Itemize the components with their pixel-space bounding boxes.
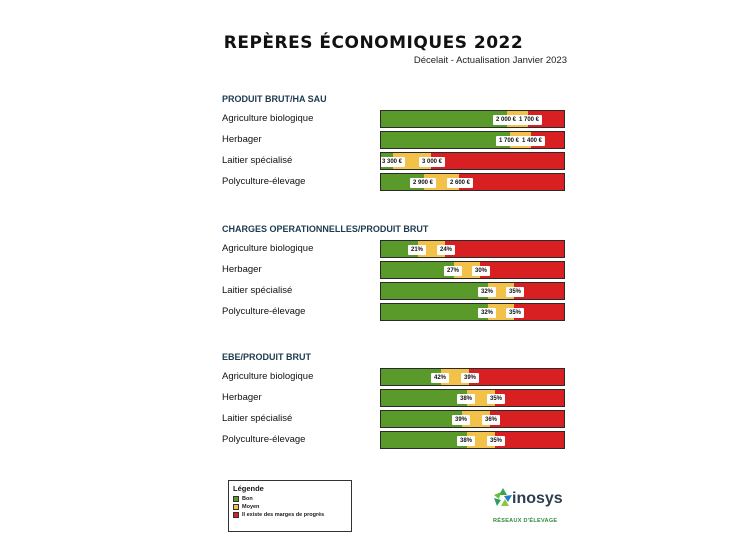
segment-green xyxy=(381,111,507,127)
segment-red xyxy=(469,369,565,385)
legend-item-moyen xyxy=(233,504,347,510)
segment-green xyxy=(381,390,467,406)
threshold-bar xyxy=(380,240,565,258)
legend-item-progres xyxy=(233,512,347,518)
category-label: Polyculture-élevage xyxy=(222,306,306,317)
threshold-bar xyxy=(380,110,565,128)
segment-red xyxy=(490,411,565,427)
threshold-bar xyxy=(380,389,565,407)
data-label: 35% xyxy=(487,394,505,404)
segment-red xyxy=(480,262,565,278)
data-label: 38% xyxy=(457,394,475,404)
segment-red xyxy=(495,390,565,406)
data-label: 36% xyxy=(482,415,500,425)
segment-green xyxy=(381,304,488,320)
legend-label: Bon xyxy=(242,496,253,502)
category-label: Polyculture-élevage xyxy=(222,434,306,445)
segment-red xyxy=(445,241,565,257)
data-label: 1 700 € xyxy=(496,136,522,146)
legend-swatch-yellow xyxy=(233,504,239,510)
legend-swatch-red xyxy=(233,512,239,518)
threshold-bar xyxy=(380,152,565,170)
category-label: Laitier spécialisé xyxy=(222,285,293,296)
threshold-bar xyxy=(380,261,565,279)
data-label: 35% xyxy=(487,436,505,446)
legend-label: Moyen xyxy=(242,504,260,510)
data-label: 27% xyxy=(444,266,462,276)
logo-subtitle: RÉSEAUX D'ÉLEVAGE xyxy=(493,518,558,524)
chart-title: PRODUIT BRUT/HA SAU xyxy=(222,94,327,104)
category-label: Agriculture biologique xyxy=(222,371,314,382)
threshold-bar xyxy=(380,410,565,428)
segment-red xyxy=(431,153,565,169)
category-label: Herbager xyxy=(222,392,262,403)
segment-green xyxy=(381,432,467,448)
legend-item-bon xyxy=(233,496,347,502)
category-label: Laitier spécialisé xyxy=(222,155,293,166)
legend-title: Légende xyxy=(233,484,264,493)
category-label: Herbager xyxy=(222,134,262,145)
data-label: 21% xyxy=(408,245,426,255)
chart-title: CHARGES OPERATIONNELLES/PRODUIT BRUT xyxy=(222,224,429,234)
legend xyxy=(228,480,352,532)
segment-green xyxy=(381,411,462,427)
data-label: 2 000 € xyxy=(493,115,519,125)
segment-green xyxy=(381,132,510,148)
category-label: Polyculture-élevage xyxy=(222,176,306,187)
data-label: 2 600 € xyxy=(447,178,473,188)
segment-red xyxy=(459,174,565,190)
category-label: Laitier spécialisé xyxy=(222,413,293,424)
threshold-bar xyxy=(380,368,565,386)
category-label: Agriculture biologique xyxy=(222,113,314,124)
data-label: 24% xyxy=(437,245,455,255)
category-label: Herbager xyxy=(222,264,262,275)
data-label: 3 000 € xyxy=(419,157,445,167)
data-label: 30% xyxy=(472,266,490,276)
threshold-bar xyxy=(380,303,565,321)
data-label: 42% xyxy=(431,373,449,383)
threshold-bar xyxy=(380,282,565,300)
data-label: 39% xyxy=(461,373,479,383)
data-label: 3 300 € xyxy=(380,157,405,167)
category-label: Agriculture biologique xyxy=(222,243,314,254)
data-label: 1 400 € xyxy=(519,136,545,146)
data-label: 35% xyxy=(506,287,524,297)
data-label: 39% xyxy=(452,415,470,425)
legend-swatch-green xyxy=(233,496,239,502)
segment-green xyxy=(381,283,488,299)
data-label: 1 700 € xyxy=(516,115,542,125)
threshold-bar xyxy=(380,431,565,449)
data-label: 38% xyxy=(457,436,475,446)
data-label: 35% xyxy=(506,308,524,318)
page-title: REPÈRES ÉCONOMIQUES 2022 xyxy=(223,33,524,53)
segment-red xyxy=(495,432,565,448)
page-subtitle: Décelait - Actualisation Janvier 2023 xyxy=(413,55,567,66)
data-label: 2 900 € xyxy=(410,178,436,188)
threshold-bar xyxy=(380,173,565,191)
chart-title: EBE/PRODUIT BRUT xyxy=(222,352,312,362)
data-label: 32% xyxy=(478,287,496,297)
threshold-bar xyxy=(380,131,565,149)
legend-label: Il existe des marges de progrès xyxy=(242,512,325,518)
data-label: 32% xyxy=(478,308,496,318)
logo-name: inosys xyxy=(512,490,563,507)
